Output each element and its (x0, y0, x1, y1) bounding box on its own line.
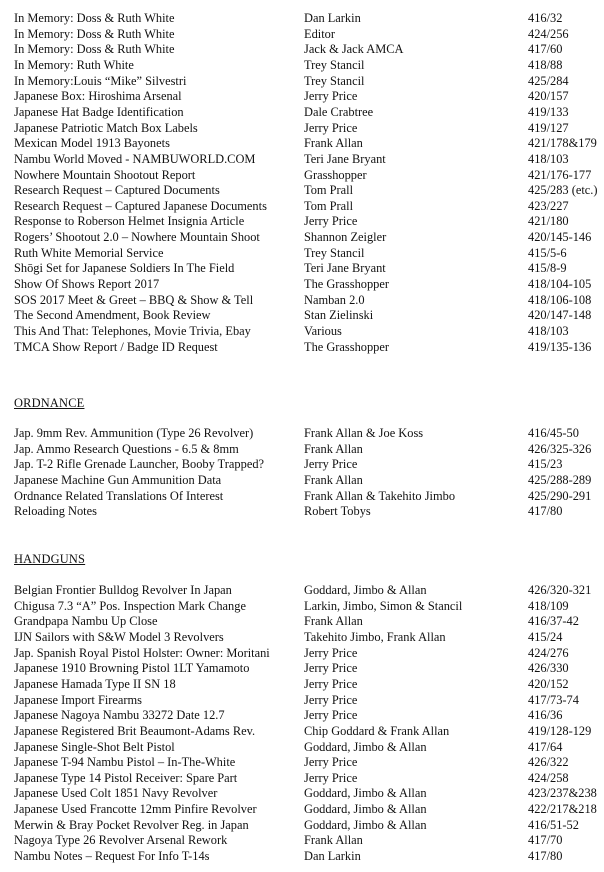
article-author: Teri Jane Bryant (304, 151, 386, 166)
index-row (0, 199, 604, 215)
index-row (0, 786, 604, 802)
article-author: Jerry Price (304, 692, 358, 707)
issue-page: 419/133 (528, 104, 569, 119)
article-title: IJN Sailors with S&W Model 3 Revolvers (14, 629, 224, 644)
issue-page: 417/80 (528, 849, 563, 864)
article-author: Jack & Jack AMCA (304, 42, 404, 57)
index-row (0, 677, 604, 693)
index-row (0, 340, 604, 356)
article-title: Japanese Registered Brit Beaumont-Adams Rev. (14, 723, 256, 738)
index-row (0, 646, 604, 662)
index-row (0, 661, 604, 677)
index-row (0, 293, 604, 309)
article-author: Jerry Price (304, 457, 358, 472)
article-title: Chigusa 7.3 “A” Pos. Inspection Mark Change (14, 598, 246, 613)
article-title: TMCA Show Report / Badge ID Request (14, 339, 218, 354)
article-author: The Grasshopper (304, 339, 389, 354)
issue-page: 417/80 (528, 504, 563, 519)
index-row (0, 583, 604, 599)
article-title: In Memory: Doss & Ruth White (14, 26, 175, 41)
article-author: Various (304, 324, 342, 338)
issue-page: 423/227 (528, 198, 569, 213)
article-author: Jerry Price (304, 676, 358, 691)
issue-page: 416/32 (528, 11, 563, 25)
index-row (0, 771, 604, 787)
issue-page: 419/127 (528, 120, 569, 135)
index-row (0, 42, 604, 58)
article-author: Namban 2.0 (304, 292, 365, 307)
issue-page: 418/109 (528, 598, 569, 613)
index-row (0, 230, 604, 246)
index-row (0, 755, 604, 771)
article-title: Nambu World Moved - NAMBUWORLD.COM (14, 151, 256, 166)
issue-page: 418/88 (528, 57, 563, 72)
index-row (0, 724, 604, 740)
article-author: Goddard, Jimbo & Allan (304, 739, 427, 754)
article-title: The Second Amendment, Book Review (14, 308, 211, 323)
index-row (0, 136, 604, 152)
article-title: Japanese Hat Badge Identification (14, 104, 184, 119)
issue-page: 417/60 (528, 42, 563, 57)
issue-page: 417/64 (528, 739, 563, 754)
index-row (0, 849, 604, 865)
article-title: Grandpapa Nambu Up Close (14, 614, 158, 629)
issue-page: 426/330 (528, 661, 569, 676)
index-row (0, 818, 604, 834)
article-author: Goddard, Jimbo & Allan (304, 786, 427, 801)
article-title: Nowhere Mountain Shootout Report (14, 167, 196, 182)
index-row (0, 89, 604, 105)
index-row (0, 105, 604, 121)
article-author: Trey Stancil (304, 73, 365, 88)
article-author: Frank Allan & Takehito Jimbo (304, 488, 456, 503)
article-author: Dale Crabtree (304, 104, 374, 119)
article-title: Jap. T-2 Rifle Grenade Launcher, Booby Trapped? (14, 457, 265, 472)
article-title: Japanese Type 14 Pistol Receiver: Spare Part (14, 770, 238, 785)
article-title: Response to Roberson Helmet Insignia Article (14, 214, 245, 229)
article-author: Frank Allan (304, 833, 363, 848)
issue-page: 420/152 (528, 676, 569, 691)
issue-page: 417/70 (528, 833, 563, 848)
article-title: Merwin & Bray Pocket Revolver Reg. in Japan (14, 817, 249, 832)
index-row (0, 183, 604, 199)
article-title: Japanese T-94 Nambu Pistol – In-The-White (14, 755, 236, 770)
article-title: Mexican Model 1913 Bayonets (14, 136, 170, 151)
article-title: Japanese Import Firearms (14, 692, 142, 707)
article-title: In Memory:Louis “Mike” Silvestri (14, 73, 187, 88)
issue-page: 416/37-42 (528, 614, 579, 629)
issue-page: 420/147-148 (528, 308, 592, 323)
article-author: Chip Goddard & Frank Allan (304, 723, 450, 738)
article-title: Jap. Ammo Research Questions - 6.5 & 8mm (14, 441, 239, 456)
issue-page: 415/8-9 (528, 261, 567, 276)
issue-page: 418/103 (528, 151, 569, 166)
article-title: Jap. Spanish Royal Pistol Holster: Owner: Moritani (14, 645, 270, 660)
article-author: Jerry Price (304, 120, 358, 135)
index-row (0, 833, 604, 849)
issue-page: 420/145-146 (528, 230, 592, 245)
index-row (0, 489, 604, 505)
index-row (0, 277, 604, 293)
article-title: Japanese Box: Hiroshima Arsenal (14, 89, 182, 104)
article-author: Jerry Price (304, 708, 358, 723)
issue-page: 421/176-177 (528, 167, 592, 182)
issue-page: 421/178&179 (528, 136, 597, 151)
article-title: This And That: Telephones, Movie Trivia, Ebay (14, 324, 251, 338)
article-title: Japanese Single-Shot Belt Pistol (14, 739, 175, 754)
issue-page: 425/284 (528, 73, 569, 88)
issue-page: 426/325-326 (528, 441, 592, 456)
article-author: Jerry Price (304, 214, 358, 229)
index-row (0, 308, 604, 324)
index-row (0, 442, 604, 458)
article-title: Research Request – Captured Japanese Documents (14, 198, 267, 213)
article-author: Frank Allan (304, 472, 363, 487)
article-author: Goddard, Jimbo & Allan (304, 817, 427, 832)
issue-page: 418/103 (528, 324, 569, 338)
article-author: Tom Prall (304, 198, 354, 213)
issue-page: 425/283 (etc.) (528, 183, 598, 198)
issue-page: 416/36 (528, 708, 563, 723)
index-row (0, 504, 604, 520)
issue-page: 415/5-6 (528, 245, 567, 260)
article-title: Ruth White Memorial Service (14, 245, 164, 260)
issue-page: 425/288-289 (528, 472, 592, 487)
index-row (0, 599, 604, 615)
article-author: Trey Stancil (304, 57, 365, 72)
article-author: Dan Larkin (304, 849, 361, 864)
index-row (0, 74, 604, 90)
article-author: Jerry Price (304, 661, 358, 676)
article-title: SOS 2017 Meet & Greet – BBQ & Show & Tell (14, 292, 254, 307)
article-title: Japanese 1910 Browning Pistol 1LT Yamamoto (14, 661, 250, 676)
article-author: Grasshopper (304, 167, 367, 182)
article-title: Rogers’ Shootout 2.0 – Nowhere Mountain Shoot (14, 230, 260, 245)
article-author: Tom Prall (304, 183, 354, 198)
article-title: Nambu Notes – Request For Info T-14s (14, 849, 210, 864)
index-row (0, 168, 604, 184)
article-author: Takehito Jimbo, Frank Allan (304, 629, 446, 644)
article-title: Japanese Hamada Type II SN 18 (14, 676, 176, 691)
article-author: Jerry Price (304, 89, 358, 104)
issue-page: 420/157 (528, 89, 569, 104)
article-title: Belgian Frontier Bulldog Revolver In Japan (14, 583, 232, 597)
index-row (0, 802, 604, 818)
article-author: Goddard, Jimbo & Allan (304, 583, 427, 597)
article-title: Research Request – Captured Documents (14, 183, 220, 198)
article-author: Editor (304, 26, 335, 41)
article-author: Shannon Zeigler (304, 230, 387, 245)
article-title: Shōgi Set for Japanese Soldiers In The Field (14, 261, 235, 276)
article-title: Japanese Used Francotte 12mm Pinfire Revolver (14, 802, 257, 817)
issue-page: 419/128-129 (528, 723, 592, 738)
issue-page: 424/276 (528, 645, 569, 660)
index-row (0, 324, 604, 340)
index-row (0, 58, 604, 74)
index-row (0, 11, 604, 27)
issue-page: 416/45-50 (528, 426, 579, 440)
index-row (0, 152, 604, 168)
issue-page: 415/23 (528, 457, 563, 472)
article-title: Japanese Nagoya Nambu 33272 Date 12.7 (14, 708, 225, 723)
article-author: Frank Allan (304, 441, 363, 456)
index-row (0, 708, 604, 724)
article-author: Frank Allan & Joe Koss (304, 426, 424, 440)
issue-page: 417/73-74 (528, 692, 579, 707)
index-row (0, 693, 604, 709)
index-row (0, 121, 604, 137)
article-author: Dan Larkin (304, 11, 361, 25)
index-row (0, 630, 604, 646)
index-row (0, 473, 604, 489)
section-heading: HANDGUNS (14, 552, 86, 566)
issue-page: 426/322 (528, 755, 569, 770)
section-heading: ORDNANCE (14, 396, 85, 410)
article-author: Stan Zielinski (304, 308, 374, 323)
article-author: Teri Jane Bryant (304, 261, 386, 276)
issue-page: 424/256 (528, 26, 569, 41)
index-row (0, 740, 604, 756)
article-title: In Memory: Ruth White (14, 57, 134, 72)
article-title: Japanese Used Colt 1851 Navy Revolver (14, 786, 218, 801)
issue-page: 421/180 (528, 214, 569, 229)
index-row (0, 27, 604, 43)
article-author: Jerry Price (304, 755, 358, 770)
article-author: Jerry Price (304, 770, 358, 785)
index-row (0, 214, 604, 230)
article-title: Japanese Machine Gun Ammunition Data (14, 472, 222, 487)
issue-page: 424/258 (528, 770, 569, 785)
article-author: Frank Allan (304, 614, 363, 629)
index-row (0, 261, 604, 277)
issue-page: 416/51-52 (528, 817, 579, 832)
article-author: Trey Stancil (304, 245, 365, 260)
index-row (0, 246, 604, 262)
article-title: Japanese Patriotic Match Box Labels (14, 120, 198, 135)
issue-page: 418/106-108 (528, 292, 592, 307)
issue-page: 415/24 (528, 629, 563, 644)
issue-page: 418/104-105 (528, 277, 592, 292)
article-author: Jerry Price (304, 645, 358, 660)
article-author: Robert Tobys (304, 504, 371, 519)
article-author: Larkin, Jimbo, Simon & Stancil (304, 598, 463, 613)
article-title: Jap. 9mm Rev. Ammunition (Type 26 Revolver) (14, 426, 254, 440)
article-author: Goddard, Jimbo & Allan (304, 802, 427, 817)
article-title: Nagoya Type 26 Revolver Arsenal Rework (14, 833, 228, 848)
index-row (0, 614, 604, 630)
issue-page: 426/320-321 (528, 583, 592, 597)
issue-page: 425/290-291 (528, 488, 592, 503)
article-title: Reloading Notes (14, 504, 97, 519)
article-author: Frank Allan (304, 136, 363, 151)
issue-page: 419/135-136 (528, 339, 592, 354)
issue-page: 422/217&218 (528, 802, 597, 817)
article-title: Show Of Shows Report 2017 (14, 277, 160, 292)
article-title: Ordnance Related Translations Of Interest (14, 488, 224, 503)
article-author: The Grasshopper (304, 277, 389, 292)
index-row (0, 457, 604, 473)
index-row (0, 426, 604, 442)
article-title: In Memory: Doss & Ruth White (14, 11, 175, 25)
article-title: In Memory: Doss & Ruth White (14, 42, 175, 57)
issue-page: 423/237&238 (528, 786, 597, 801)
